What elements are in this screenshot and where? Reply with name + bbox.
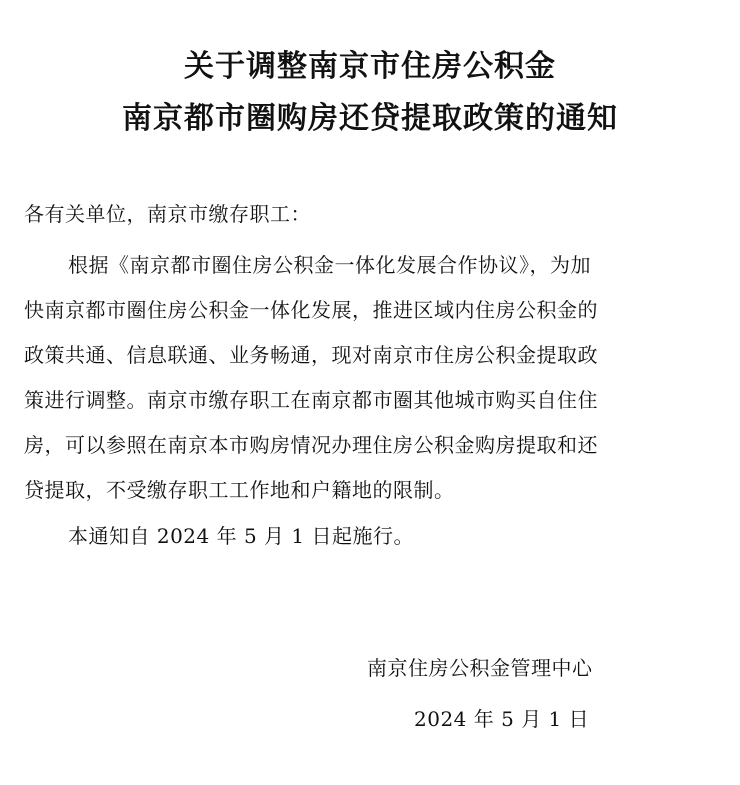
paragraph-1-line-1: 根据《南京都市圈住房公积金一体化发展合作协议》，为加 [68,253,591,277]
document-title-line-1: 关于调整南京市住房公积金 [184,49,556,84]
paragraph-2: 本通知自 2024 年 5 月 1 日起施行。 [68,524,414,548]
paragraph-1-line-5: 房，可以参照在南京本市购房情况办理住房公积金购房提取和还 [24,433,598,457]
paragraph-1-line-3: 政策共通、信息联通、业务畅通，现对南京市住房公积金提取政 [24,343,598,367]
signature-date: 2024 年 5 月 1 日 [414,707,590,731]
salutation: 各有关单位，南京市缴存职工： [24,202,311,226]
paragraph-1-line-6: 贷提取，不受缴存职工工作地和户籍地的限制。 [24,478,455,502]
signature-issuer: 南京住房公积金管理中心 [367,656,593,680]
paragraph-1-line-4: 策进行调整。南京市缴存职工在南京都市圈其他城市购买自住住 [24,388,598,412]
paragraph-1-line-2: 快南京都市圈住房公积金一体化发展，推进区域内住房公积金的 [24,298,598,322]
document-title-line-2: 南京都市圈购房还贷提取政策的通知 [122,101,618,136]
